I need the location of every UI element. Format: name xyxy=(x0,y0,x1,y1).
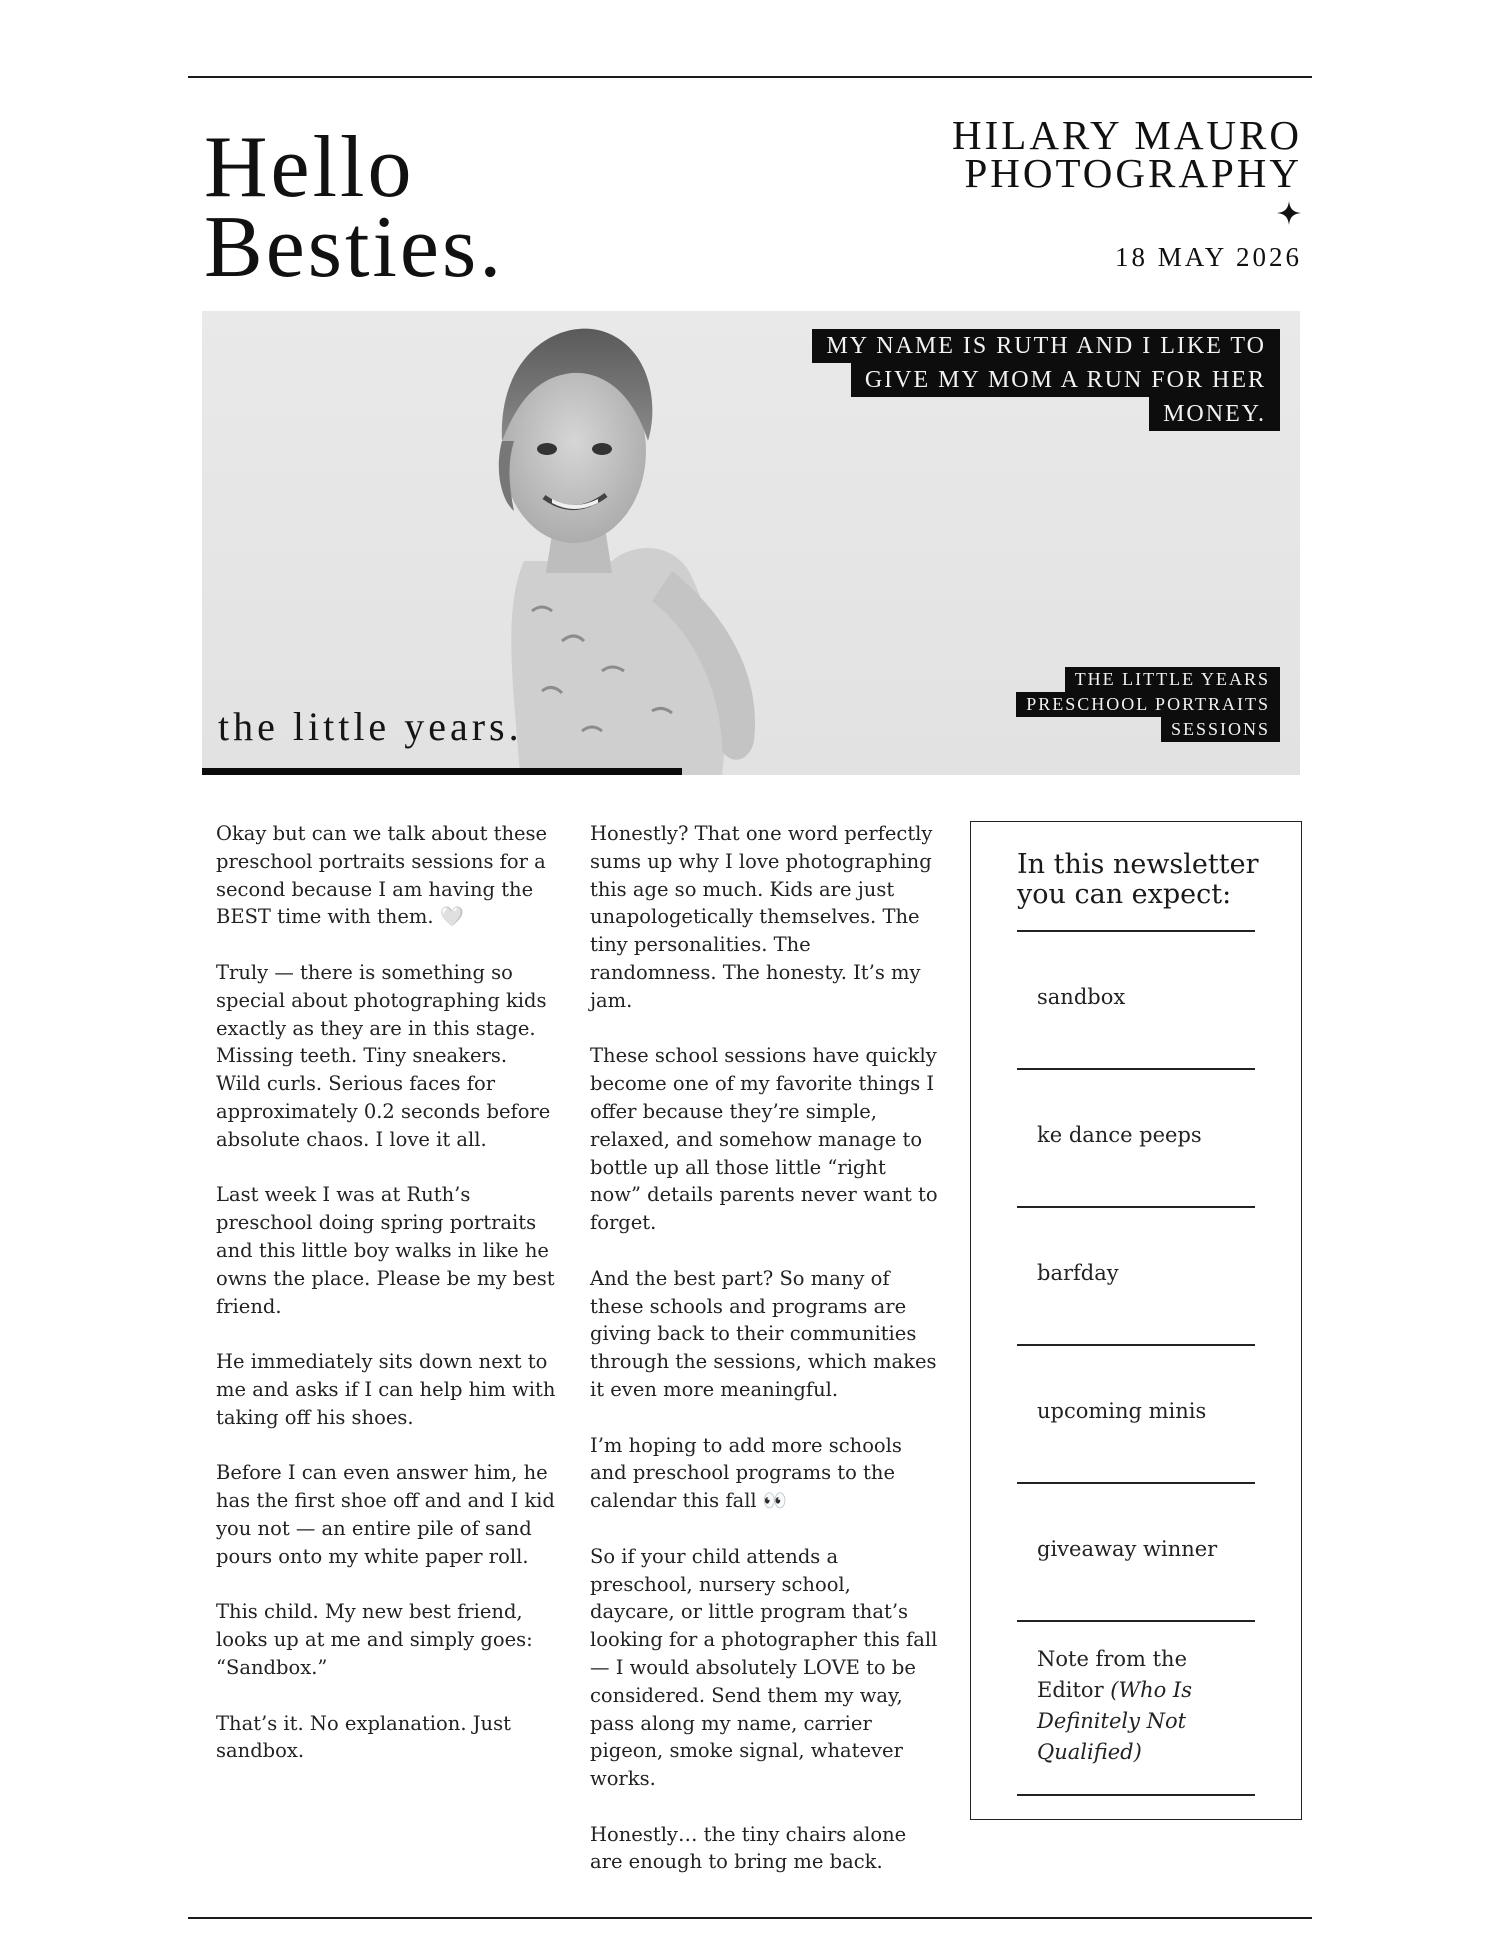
quote-caption xyxy=(812,329,1280,431)
editor-note-line-2 xyxy=(1037,1675,1192,1706)
contents-divider xyxy=(1017,1482,1255,1484)
section-underline xyxy=(202,768,682,775)
contents-divider xyxy=(1017,1620,1255,1622)
contents-divider xyxy=(1017,1068,1255,1070)
contents-title-line-2: you can expect: xyxy=(1017,879,1232,910)
article-column-1 xyxy=(216,820,556,1793)
session-line-3: SESSIONS xyxy=(1161,717,1280,742)
contents-divider xyxy=(1017,1206,1255,1208)
sparkle-icon xyxy=(1276,200,1302,226)
session-line-1: THE LITTLE YEARS xyxy=(1065,667,1280,692)
contents-item-dance[interactable]: ke dance peeps xyxy=(1037,1123,1202,1147)
paragraph: Okay but can we talk about these preschool portraits sessions for a second because I am having the BEST time with them. 🤍 xyxy=(216,822,548,929)
brand-line-1: HILARY MAURO xyxy=(952,112,1302,158)
editor-note-line-4: Qualified) xyxy=(1037,1740,1142,1764)
session-line-2: PRESCHOOL PORTRAITS xyxy=(1016,692,1280,717)
paragraph: He immediately sits down next to me and asks if I can help him with taking off his shoes. xyxy=(216,1350,556,1429)
top-rule xyxy=(188,76,1312,78)
contents-item-sandbox[interactable]: sandbox xyxy=(1037,985,1126,1009)
hero-photo xyxy=(202,311,1300,775)
editor-note-line-3: Definitely Not xyxy=(1037,1709,1187,1733)
editor-note-italic: (Who Is xyxy=(1110,1678,1192,1702)
paragraph: Truly — there is something so special about photographing kids exactly as they are in this stage. Missing teeth. Tiny sneakers. Wild curls. Serious faces for approximately 0.2 seconds before absolute chaos. I love it all. xyxy=(216,960,551,1151)
contents-item-editor-note[interactable] xyxy=(1037,1644,1192,1768)
paragraph: And the best part? So many of these schools and programs are giving back to their communities through the sessions, which makes it even more meaningful. xyxy=(590,1266,937,1401)
brand-name xyxy=(952,112,1302,196)
contents-item-giveaway[interactable]: giveaway winner xyxy=(1037,1537,1218,1561)
paragraph: Before I can even answer him, he has the first shoe off and and I kid you not — an entire pile of sand pours onto my white paper roll. xyxy=(216,1461,555,1568)
paragraph: I’m hoping to add more schools and preschool programs to the calendar this fall 👀 xyxy=(590,1433,902,1513)
bottom-rule xyxy=(188,1917,1312,1919)
contents-item-barfday[interactable]: barfday xyxy=(1037,1261,1119,1285)
contents-divider xyxy=(1017,1344,1255,1346)
contents-title xyxy=(1017,850,1258,910)
contents-item-minis[interactable]: upcoming minis xyxy=(1037,1399,1207,1423)
paragraph: Last week I was at Ruth’s preschool doing spring portraits and this little boy walks in like he owns the place. Please be my best friend. xyxy=(216,1183,555,1318)
greeting-line-2: Besties. xyxy=(204,199,505,296)
contents-divider xyxy=(1017,1794,1255,1796)
paragraph: That’s it. No explanation. Just sandbox. xyxy=(216,1711,511,1763)
section-title: the little years. xyxy=(218,704,523,749)
paragraph: Honestly… the tiny chairs alone are enough to bring me back. xyxy=(590,1822,907,1874)
paragraph: These school sessions have quickly become one of my favorite things I offer because they’re simple, relaxed, and somehow manage to bottle up all those little “right now” details parents never want to forget. xyxy=(590,1044,938,1235)
newsletter-contents-box xyxy=(970,821,1302,1820)
issue-date: 18 MAY 2026 xyxy=(1114,242,1302,272)
contents-divider xyxy=(1017,930,1255,932)
session-caption xyxy=(1016,667,1280,742)
editor-note-plain: Editor xyxy=(1037,1678,1111,1702)
contents-title-line-1: In this newsletter xyxy=(1017,849,1259,880)
brand-line-2: PHOTOGRAPHY xyxy=(964,150,1302,196)
greeting-line-1: Hello xyxy=(204,119,415,216)
article-column-2 xyxy=(590,820,940,1904)
editor-note-line-1: Note from the xyxy=(1037,1647,1187,1671)
quote-line-2: GIVE MY MOM A RUN FOR HER xyxy=(851,363,1280,397)
quote-line-1: MY NAME IS RUTH AND I LIKE TO xyxy=(812,329,1280,363)
paragraph: So if your child attends a preschool, nursery school, daycare, or little program that’s looking for a photographer this fall — I would absolutely LOVE to be considered. Send them my way, pass along my name, carrier pigeon, smoke signal, whatever works. xyxy=(590,1544,938,1791)
quote-line-3: MONEY. xyxy=(1149,397,1280,431)
paragraph: Honestly? That one word perfectly sums up why I love photographing this age so much. Kids are just unapologetically themselves. The tiny personalities. The randomness. The honesty. It’s my jam. xyxy=(590,822,933,1012)
greeting-title xyxy=(204,119,505,296)
paragraph: This child. My new best friend, looks up at me and simply goes: “Sandbox.” xyxy=(216,1600,533,1679)
